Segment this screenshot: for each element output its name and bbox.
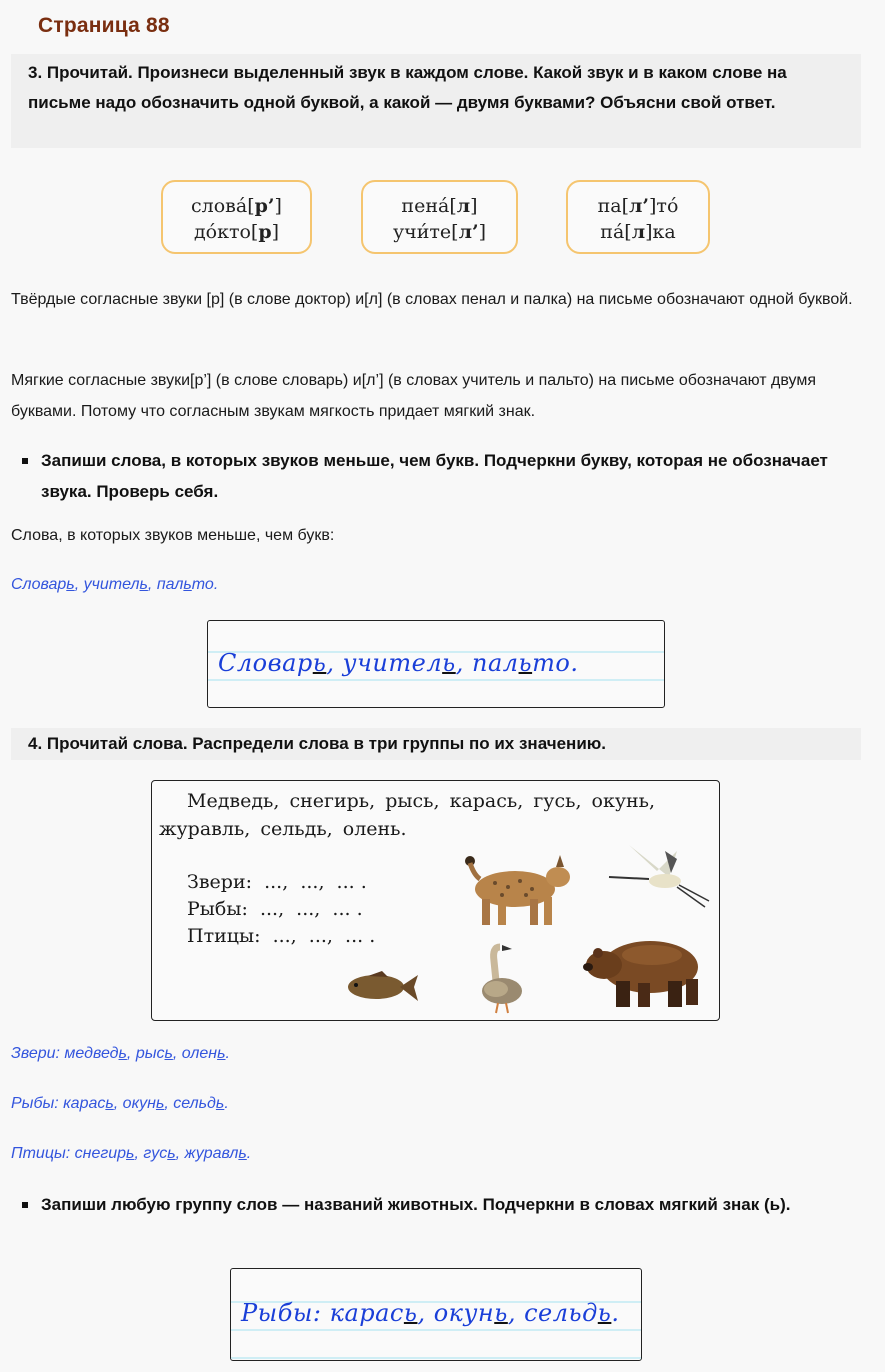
notebook-rule bbox=[208, 679, 664, 681]
group-birds: Птицы: ..., ..., ... . bbox=[187, 925, 376, 947]
subtask-4-bullet: Запиши любую группу слов — названий животных. Подчеркни в словах мягкий знак (ь). bbox=[22, 1189, 862, 1220]
textbook-groups bbox=[187, 869, 375, 950]
group-beasts: Звери: ..., ..., ... . bbox=[187, 871, 367, 893]
notebook-rule bbox=[231, 1329, 641, 1331]
lynx-illustration bbox=[460, 849, 575, 929]
task-3-prompt: 3. Прочитай. Произнеси выделенный звук в каждом слове. Какой звук и в каком слове на письме надо обозначить одной буквой, а какой — двумя буквами? Объясни свой ответ. bbox=[11, 54, 861, 148]
sound-cards bbox=[0, 180, 885, 258]
crane-illustration bbox=[607, 841, 712, 911]
group-fish: Рыбы: ..., ..., ... . bbox=[187, 898, 363, 920]
sound-card-l-soft: па[л’]то́ па́[л]ка bbox=[566, 180, 710, 254]
goose-illustration bbox=[474, 941, 529, 1016]
sound-card-l: пена́[л] учи́те[л’] bbox=[361, 180, 518, 254]
subtask-3-answer: Словарь, учитель, пальто. bbox=[11, 576, 219, 593]
answer-hard-consonants: Твёрдые согласные звуки [р] (в слове доктор) и[л] (в словах пенал и палка) на письме обозначают одной буквой. bbox=[11, 291, 853, 308]
subtask-3-bullet: Запиши слова, в которых звуков меньше, чем букв. Подчеркни букву, которая не обозначает звука. Проверь себя. bbox=[22, 445, 862, 507]
handwritten-notebook-1 bbox=[207, 620, 665, 708]
page-title: Страница 88 bbox=[38, 14, 170, 37]
handwritten-answer: Словарь, учитель, пальто. bbox=[218, 649, 579, 677]
answer-fish: Рыбы: карась, окунь, сельдь. bbox=[11, 1095, 229, 1112]
bear-illustration bbox=[582, 931, 707, 1011]
handwritten-notebook-2 bbox=[230, 1268, 642, 1361]
answer-beasts: Звери: медведь, рысь, олень. bbox=[11, 1045, 230, 1062]
handwritten-answer: Рыбы: карась, окунь, сельдь. bbox=[241, 1299, 620, 1327]
answer-soft-consonants: Мягкие согласные звуки[р’] (в слове словарь) и[л’] (в словах учитель и пальто) на письме обозначают двумя буквами. Потому что согласным звукам мягкость придает мягкий знак. bbox=[11, 372, 816, 420]
fish-illustration bbox=[344, 967, 420, 1007]
textbook-excerpt bbox=[151, 780, 720, 1021]
sound-card-r: слова́[р’] до́кто[р] bbox=[161, 180, 312, 254]
notebook-rule bbox=[231, 1357, 641, 1359]
task-4-prompt: 4. Прочитай слова. Распредели слова в три группы по их значению. bbox=[11, 728, 861, 760]
answer-birds: Птицы: снегирь, гусь, журавль. bbox=[11, 1145, 252, 1162]
subtask-3-label: Слова, в которых звуков меньше, чем букв: bbox=[11, 527, 335, 544]
textbook-word-list: Медведь, снегирь, рысь, карась, гусь, окунь, журавль, сельдь, олень. bbox=[159, 790, 656, 840]
